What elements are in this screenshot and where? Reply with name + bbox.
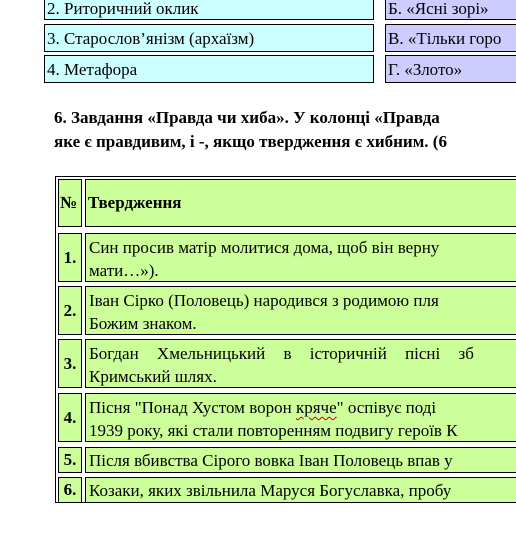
tf-row-num xyxy=(58,477,82,503)
tf-row-num-text: 6. xyxy=(63,480,77,499)
statement-line: Козаки, яких звільнила Маруся Богуславка, пробу xyxy=(89,480,452,500)
tf-row-num-text: 4. xyxy=(63,407,77,427)
match-right-text: Б. «Ясні зорі» xyxy=(388,0,489,18)
tf-row-num-text: 1. xyxy=(63,247,77,267)
tf-header-statement xyxy=(85,179,516,227)
statement-fragment: " оспівує поді xyxy=(336,398,437,417)
tf-header-statement-text: Твердження xyxy=(88,193,182,212)
match-right-text: В. «Тільки горо xyxy=(388,29,502,48)
tf-row-num xyxy=(58,233,82,282)
match-left-cell xyxy=(44,55,374,83)
tf-header-num xyxy=(58,179,82,227)
task-heading-line1: 6. Завдання «Правда чи хиба». У колонці «Правда xyxy=(54,108,440,127)
statement-line: мати…»). xyxy=(89,261,159,280)
match-left-text: 2. Риторичний оклик xyxy=(47,0,199,18)
statement-line xyxy=(89,396,516,419)
tf-row-statement xyxy=(85,233,516,282)
tf-row-statement xyxy=(85,477,516,503)
statement-line: Кримський шлях. xyxy=(89,367,217,386)
match-right-cell xyxy=(385,0,516,20)
statement-line: 1939 року, які стали повторенням подвигу героїв К xyxy=(89,421,458,440)
statement-fragment-misspelled: кряче xyxy=(295,398,337,417)
match-left-text: 3. Старослов’янізм (архаїзм) xyxy=(47,29,255,48)
tf-row-num xyxy=(58,286,82,335)
tf-row-num xyxy=(58,393,82,442)
match-right-cell xyxy=(385,55,516,83)
statement-line: Богдан Хмельницький в історичній пісні зб xyxy=(89,344,474,363)
tf-header-num-text: № xyxy=(60,193,78,212)
tf-row-statement xyxy=(85,286,516,335)
statement-line: Після вбивства Сірого вовка Іван Половець впав у xyxy=(89,450,453,470)
tf-row-num-text: 5. xyxy=(63,450,77,469)
statement-line: Син просив матір молитися дома, щоб він верну xyxy=(89,238,440,257)
match-left-cell xyxy=(44,0,374,20)
match-right-cell xyxy=(385,24,516,52)
statement-fragment: Пісня "Понад Хустом ворон xyxy=(89,398,296,417)
tf-row-statement xyxy=(85,339,516,388)
tf-row-num xyxy=(58,339,82,388)
statement-line: Іван Сірко (Половець) народився з родимою пля xyxy=(89,291,439,310)
match-left-cell xyxy=(44,24,374,52)
tf-row-num xyxy=(58,447,82,473)
tf-row-num-text: 2. xyxy=(63,300,77,320)
task-heading-line2: яке є правдивим, і -, якщо твердження є хибним. (6 xyxy=(54,132,447,151)
tf-row-statement xyxy=(85,447,516,473)
tf-row-statement xyxy=(85,393,516,442)
tf-row-num-text: 3. xyxy=(63,353,77,373)
match-left-text: 4. Метафора xyxy=(47,60,138,79)
match-right-text: Г. «Злото» xyxy=(388,60,463,79)
statement-line: Божим знаком. xyxy=(89,314,197,333)
